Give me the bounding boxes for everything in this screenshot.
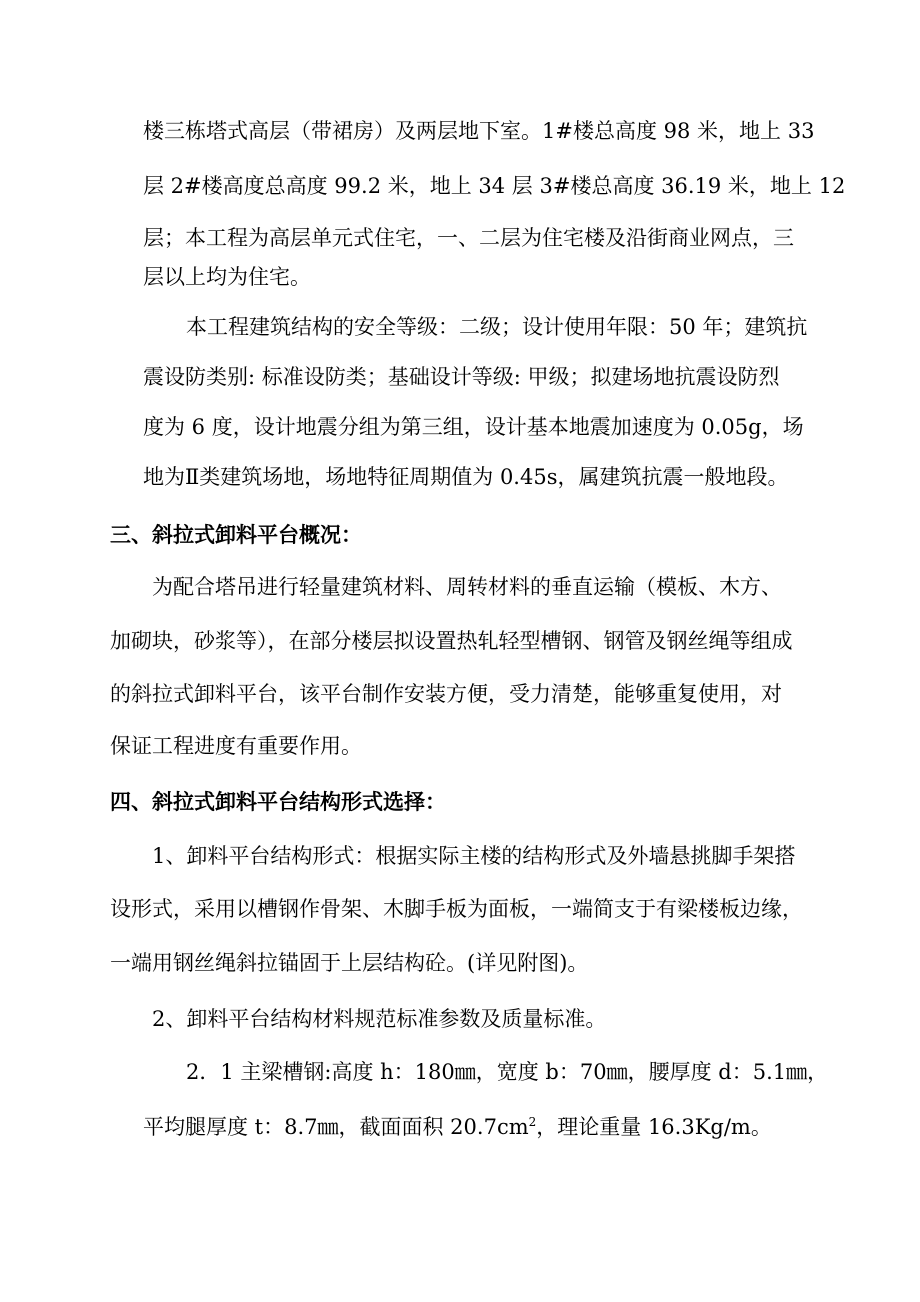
para2-line1: 本工程建筑结构的安全等级：二级；设计使用年限：50 年；建筑抗 xyxy=(186,315,808,339)
para2-line2: 震设防类别: 标准设防类；基础设计等级: 甲级；拟建场地抗震设防烈 xyxy=(143,365,780,389)
item21-line2-text: 平均腿厚度 t：8.7㎜，截面面积 20.7cm xyxy=(143,1115,529,1139)
section3-line1: 为配合塔吊进行轻量建筑材料、周转材料的垂直运输（模板、木方、 xyxy=(152,575,782,599)
section3-heading: 三、斜拉式卸料平台概况： xyxy=(110,523,362,547)
section4-item21-line1: 2．1 主梁槽钢:高度 h：180㎜，宽度 b：70㎜，腰厚度 d：5.1㎜， xyxy=(186,1060,829,1084)
section4-item1-line2: 设形式，采用以槽钢作骨架、木脚手板为面板，一端简支于有梁楼板边缘， xyxy=(110,897,803,921)
para1-line2: 层 2#楼高度总高度 99.2 米，地上 34 层 3#楼总高度 36.19 米，地上 12 xyxy=(143,174,846,198)
para1-line1: 楼三栋塔式高层（带裙房）及两层地下室。1#楼总高度 98 米，地上 33 xyxy=(143,119,815,143)
section3-line4: 保证工程进度有重要作用。 xyxy=(110,734,362,758)
section4-item21-line2 xyxy=(143,1112,772,1142)
section4-item2: 2、卸料平台结构材料规范标准参数及质量标准。 xyxy=(152,1007,607,1031)
para2-line4: 地为Ⅱ类建筑场地，场地特征周期值为 0.45s，属建筑抗震一般地段。 xyxy=(143,465,789,489)
section3-line2: 加砌块，砂浆等），在部分楼层拟设置热轧轻型槽钢、钢管及钢丝绳等组成 xyxy=(110,629,793,653)
para1-line4: 层以上均为住宅。 xyxy=(143,265,311,289)
section4-item1-line3: 一端用钢丝绳斜拉锚固于上层结构砼。(详见附图)。 xyxy=(110,951,589,975)
section3-line3: 的斜拉式卸料平台，该平台制作安装方便，受力清楚，能够重复使用，对 xyxy=(110,682,782,706)
section4-item1-line1: 1、卸料平台结构形式：根据实际主楼的结构形式及外墙悬挑脚手架搭 xyxy=(152,844,796,868)
para2-line3: 度为 6 度，设计地震分组为第三组，设计基本地震加速度为 0.05g，场 xyxy=(143,415,804,439)
superscript-2: 2 xyxy=(528,1115,537,1129)
para1-line3: 层；本工程为高层单元式住宅，一、二层为住宅楼及沿街商业网点，三 xyxy=(143,226,794,250)
section4-heading: 四、斜拉式卸料平台结构形式选择： xyxy=(110,790,446,814)
item21-line2-tail: ，理论重量 16.3Kg/m。 xyxy=(536,1115,772,1139)
